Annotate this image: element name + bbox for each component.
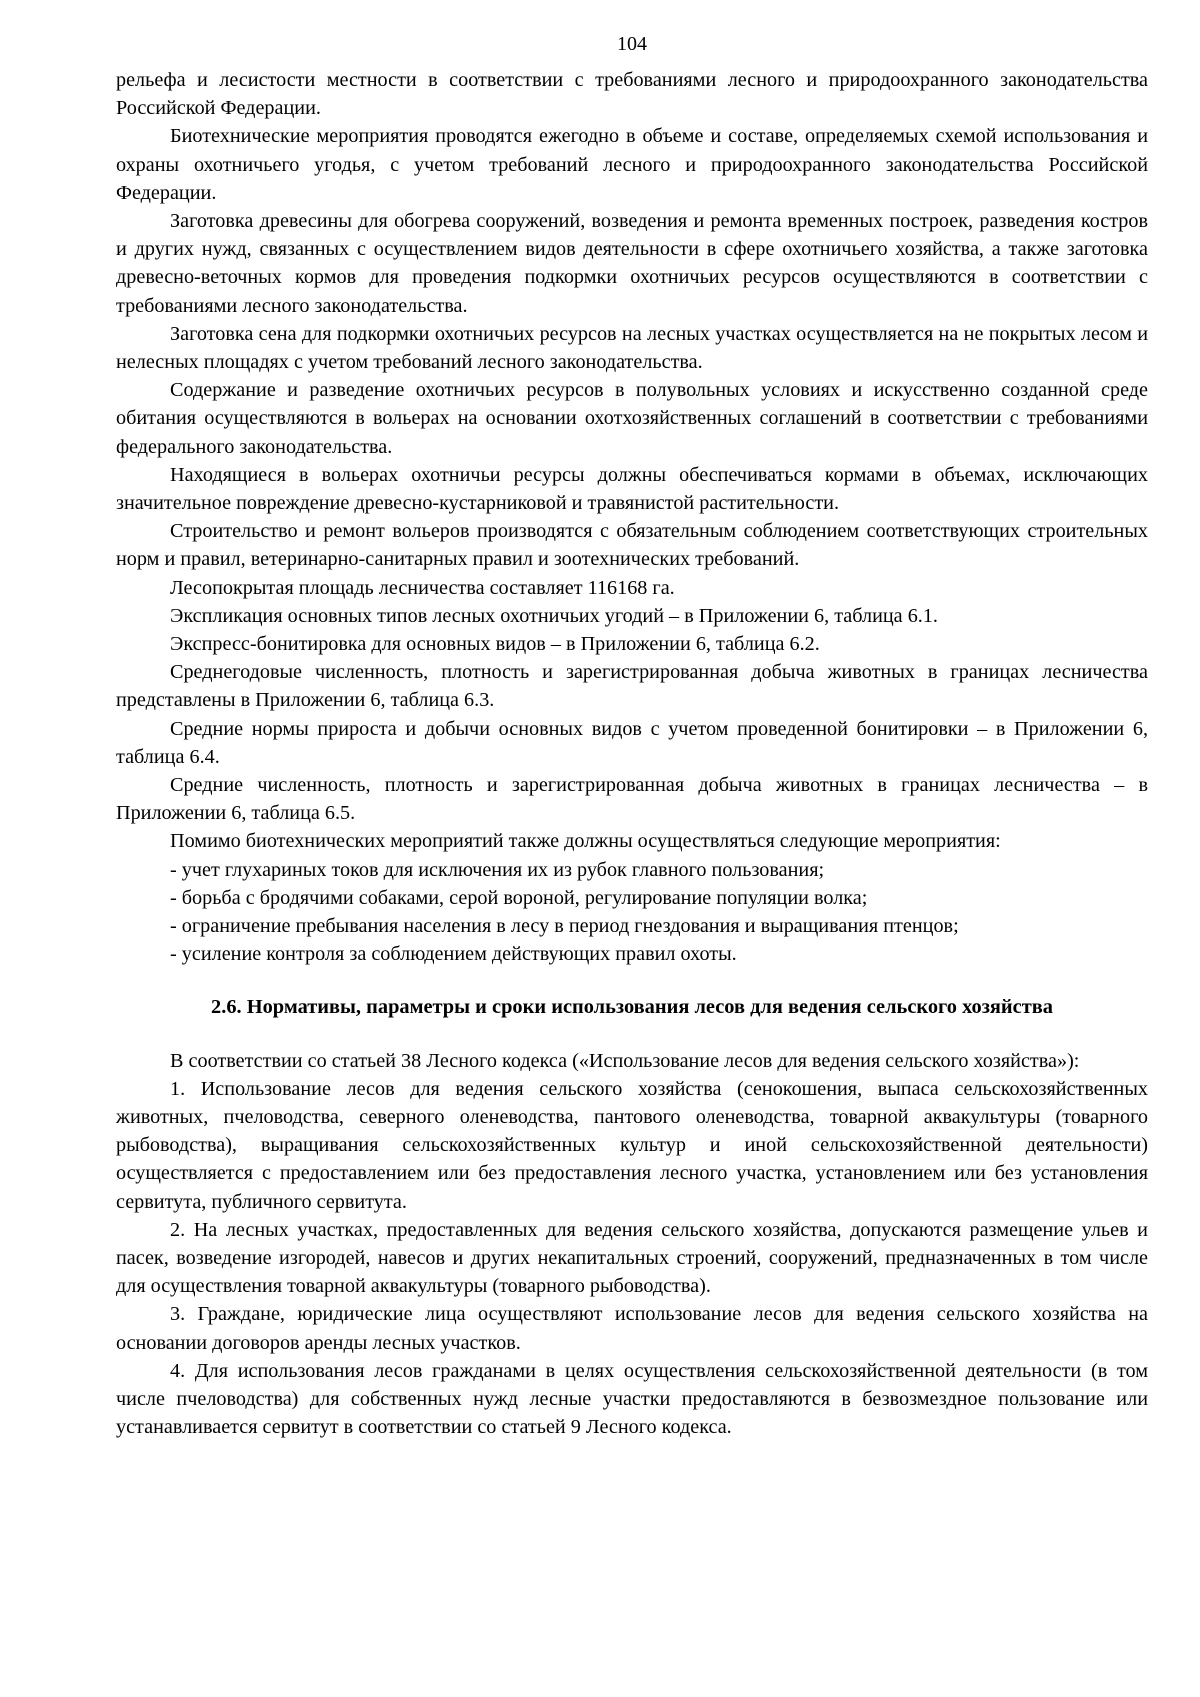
measures-list [116, 856, 1148, 969]
paragraph-measures-intro: Помимо биотехнических мероприятий также должны осуществляться следующие мероприятия: [170, 830, 1001, 853]
list-item: - борьба с бродячими собаками, серой вороной, регулирование популяции волка; [170, 886, 868, 909]
paragraph-table-6-1: Экспликация основных типов лесных охотничьих угодий – в Приложении 6, таблица 6.1. [170, 604, 938, 627]
list-item: - учет глухариных токов для исключения их из рубок главного пользования; [170, 858, 825, 881]
paragraph-item-4: 4. Для использования лесов гражданами в целях осуществления сельскохозяйственной деятельности (в том числе пчеловодства) для собственных нужд лесные участки предоставляются в безвозмездное пользование или устанавливается сервитут в соответствии со статьей 9 Лесного кодекса. [116, 1359, 1148, 1439]
paragraph-table-6-4: Средние нормы прироста и добычи основных видов с учетом проведенной бонитировки – в Приложении 6, таблица 6.4. [116, 717, 1148, 768]
section-heading: 2.6. Нормативы, параметры и сроки использования лесов для ведения сельского хозяйства [211, 995, 1053, 1018]
paragraph-enclosure-feeding: Находящиеся в вольерах охотничьи ресурсы должны обеспечиваться кормами в объемах, исключающих значительное повреждение древесно-кустарниковой и травянистой растительности. [116, 463, 1148, 515]
paragraph-item-1: 1. Использование лесов для ведения сельского хозяйства (сенокошения, выпаса сельскохозяйственных животных, пчеловодства, северного оленеводства, пантового оленеводства, товарной аквакультуры (товарного рыбоводства), выращивания сельскохозяйственных культур и иной сельскохозяйственной деятельности) осуществляется с предоставлением или без предоставления лесного участка, установлением или без установления сервитута, публичного сервитута. [116, 1077, 1148, 1213]
list-item: - усиление контроля за соблюдением действующих правил охоты. [170, 943, 737, 966]
page-number: 104 [617, 33, 647, 55]
paragraph-continuation: рельефа и лесистости местности в соответствии с требованиями лесного и природоохранного законодательства Российской Федерации. [116, 69, 1148, 120]
paragraph-table-6-2: Экспресс-бонитировка для основных видов – в Приложении 6, таблица 6.2. [170, 633, 820, 656]
paragraph-table-6-3: Среднегодовые численность, плотность и зарегистрированная добыча животных в границах лесничества представлены в Приложении 6, таблица 6.3. [116, 661, 1148, 712]
paragraph-wood-harvesting: Заготовка древесины для обогрева сооружений, возведения и ремонта временных построек, разведения костров и других нужд, связанных с осуществлением видов деятельности в сфере охотничьего хозяйства, а также заготовка древесно-веточных кормов для проведения подкормки охотничьих ресурсов осуществляются в соответствии с требованиями лесного законодательства. [116, 210, 1148, 317]
paragraph-table-6-5: Средние численность, плотность и зарегистрированная добыча животных в границах лесничества – в Приложении 6, таблица 6.5. [116, 774, 1148, 825]
paragraph-hay-harvesting: Заготовка сена для подкормки охотничьих ресурсов на лесных участках осуществляется на не покрытых лесом и нелесных площадях с учетом требований лесного законодательства. [116, 322, 1148, 374]
paragraph-item-2: 2. На лесных участках, предоставленных для ведения сельского хозяйства, допускаются размещение ульев и пасек, возведение изгородей, навесов и других некапитальных строений, сооружений, предназначенных в том числе для осуществления товарной аквакультуры (товарного рыбоводства). [116, 1218, 1148, 1298]
list-item: - ограничение пребывания населения в лесу в период гнездования и выращивания птенцов; [170, 915, 959, 938]
paragraph-biotechnical-measures: Биотехнические мероприятия проводятся ежегодно в объеме и составе, определяемых схемой использования и охраны охотничьего угодья, с учетом требований лесного и природоохранного законодательства Российской Федерации. [116, 125, 1148, 204]
paragraph-forest-area: Лесопокрытая площадь лесничества составляет 116168 га. [170, 576, 675, 599]
paragraph-article-38-intro: В соответствии со статьей 38 Лесного кодекса («Использование лесов для ведения сельского хозяйства»): [170, 1049, 1080, 1072]
paragraph-item-3: 3. Граждане, юридические лица осуществляют использование лесов для ведения сельского хозяйства на основании договоров аренды лесных участков. [116, 1303, 1148, 1354]
document-page [116, 30, 1148, 1680]
paragraph-enclosure-keeping: Содержание и разведение охотничьих ресурсов в полувольных условиях и искусственно созданной среде обитания осуществляются в вольерах на основании охотхозяйственных соглашений в соответствии с требованиями федерального законодательства. [116, 379, 1148, 458]
paragraph-enclosure-construction: Строительство и ремонт вольеров производятся с обязательным соблюдением соответствующих строительных норм и правил, ветеринарно-санитарных правил и зоотехнических требований. [116, 520, 1148, 571]
